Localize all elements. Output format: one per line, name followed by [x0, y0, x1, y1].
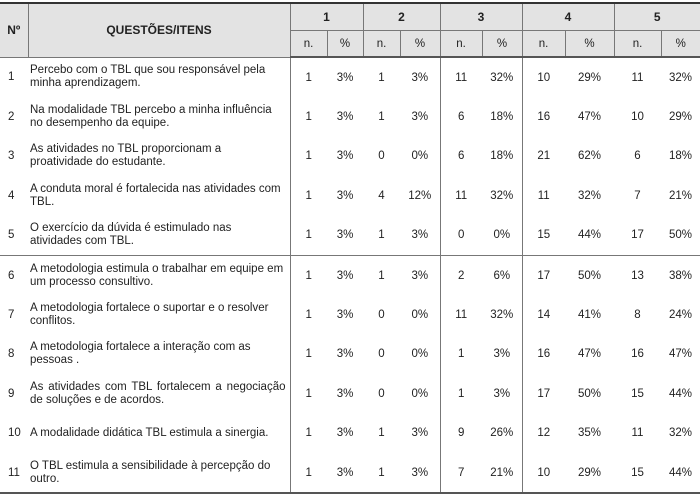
row-number: 9: [8, 387, 15, 400]
row-number: 8: [8, 348, 15, 361]
percent-cell: 32%: [577, 189, 602, 202]
percent-cell: 41%: [577, 309, 602, 322]
percent-cell: 3%: [336, 309, 354, 322]
table-row: [0, 57, 700, 97]
count-cell: 1: [378, 466, 385, 479]
count-cell: 17: [522, 374, 565, 413]
percent-cell: 32%: [490, 189, 514, 202]
percent-cell: 6%: [482, 255, 522, 295]
question-text: A metodologia estimula o trabalhar em equipe em um processo consultivo.: [28, 255, 290, 295]
count-cell: 1: [290, 57, 327, 97]
percent-cell: 32%: [490, 71, 514, 84]
count-cell: 6: [634, 150, 641, 163]
count-cell: 14: [522, 295, 565, 334]
count-cell: 2: [440, 255, 482, 295]
table-row: [0, 216, 700, 256]
count-cell: 1: [378, 111, 385, 124]
count-cell: 8: [634, 309, 641, 322]
percent-cell: 44%: [668, 387, 693, 400]
count-cell: 1: [363, 255, 400, 295]
percent-cell: 3%: [336, 111, 354, 124]
percent-cell: 38%: [661, 255, 700, 295]
percent-cell: 3%: [336, 466, 354, 479]
count-cell: 6: [440, 97, 482, 136]
count-cell: 11: [440, 295, 482, 334]
row-number: 1: [8, 71, 15, 84]
question-text: A metodologia fortalece o suportar e o resolver conflitos.: [30, 302, 269, 328]
count-cell: 4: [378, 189, 385, 202]
table-row: [0, 176, 700, 215]
count-cell: 15: [631, 387, 644, 400]
table-row: [0, 453, 700, 493]
percent-cell: 0%: [493, 229, 511, 242]
question-text: O TBL estimula a sensibilidade à percepção do outro.: [30, 459, 271, 485]
count-cell: 1: [378, 427, 385, 440]
header-number: Nº: [0, 3, 28, 57]
percent-cell: 3%: [336, 387, 354, 400]
table-row: [0, 97, 700, 136]
row-number: 6: [0, 255, 28, 295]
count-cell: 1: [378, 71, 385, 84]
percent-cell: 29%: [577, 466, 602, 479]
count-cell: 21: [522, 137, 565, 176]
percent-cell: 3%: [336, 229, 354, 242]
percent-cell: 3%: [493, 348, 511, 361]
percent-cell: 32%: [668, 71, 693, 84]
count-cell: 10: [631, 111, 644, 124]
header-pct-5: %: [661, 31, 700, 58]
count-cell: 1: [440, 374, 482, 413]
percent-cell: 29%: [668, 111, 693, 124]
count-cell: 1: [290, 414, 327, 453]
header-group-1: 1: [290, 3, 363, 31]
count-cell: 12: [522, 414, 565, 453]
percent-cell: 24%: [668, 309, 693, 322]
percent-cell: 0%: [411, 387, 429, 400]
count-cell: 0: [378, 150, 385, 163]
count-cell: 1: [378, 229, 385, 242]
percent-cell: 3%: [493, 387, 511, 400]
count-cell: 11: [440, 57, 482, 97]
percent-cell: 50%: [668, 229, 693, 242]
count-cell: 11: [631, 427, 644, 440]
row-number: 10: [8, 427, 21, 440]
row-number: 5: [8, 229, 15, 242]
count-cell: 1: [290, 176, 327, 215]
count-cell: 17: [631, 229, 644, 242]
table-row: [0, 255, 700, 295]
percent-cell: 0%: [411, 309, 429, 322]
percent-cell: 3%: [336, 427, 354, 440]
percent-cell: 3%: [411, 71, 429, 84]
header-pct-2: %: [400, 31, 440, 58]
header-questions: QUESTÕES/ITENS: [28, 3, 290, 57]
percent-cell: 3%: [411, 111, 429, 124]
percent-cell: 3%: [336, 348, 354, 361]
count-cell: 0: [378, 309, 385, 322]
count-cell: 13: [614, 255, 661, 295]
percent-cell: 3%: [400, 255, 440, 295]
percent-cell: 3%: [411, 229, 429, 242]
percent-cell: 3%: [336, 150, 354, 163]
header-group-5: 5: [614, 3, 700, 31]
percent-cell: 32%: [490, 309, 514, 322]
count-cell: 10: [522, 57, 565, 97]
percent-cell: 3%: [336, 189, 354, 202]
header-n-5: n.: [614, 31, 661, 58]
percent-cell: 47%: [668, 348, 693, 361]
count-cell: 15: [631, 466, 644, 479]
row-number: 4: [8, 189, 15, 202]
header-n-4: n.: [522, 31, 565, 58]
question-text: Na modalidade TBL percebo a minha influência no desempenho da equipe.: [30, 104, 272, 130]
count-cell: 16: [631, 348, 644, 361]
count-cell: 1: [290, 295, 327, 334]
count-cell: 15: [522, 216, 565, 256]
percent-cell: 0%: [411, 348, 429, 361]
percent-cell: 32%: [668, 427, 693, 440]
count-cell: 16: [522, 97, 565, 136]
header-group-4: 4: [522, 3, 614, 31]
count-cell: 1: [440, 335, 482, 374]
percent-cell: 21%: [490, 466, 514, 479]
percent-cell: 12%: [408, 189, 432, 202]
percent-cell: 0%: [411, 150, 429, 163]
count-cell: 7: [634, 189, 641, 202]
count-cell: 11: [522, 176, 565, 215]
count-cell: 10: [522, 453, 565, 493]
question-text: A modalidade didática TBL estimula a sinergia.: [30, 426, 269, 439]
question-text: A conduta moral é fortalecida nas atividades com TBL.: [30, 182, 281, 208]
percent-cell: 47%: [577, 111, 602, 124]
percent-cell: 3%: [327, 255, 363, 295]
percent-cell: 50%: [577, 387, 602, 400]
percent-cell: 18%: [490, 111, 514, 124]
table-row: [0, 414, 700, 453]
count-cell: 1: [290, 255, 327, 295]
count-cell: 6: [440, 137, 482, 176]
count-cell: 0: [440, 216, 482, 256]
question-text: Percebo com o TBL que sou responsável pela minha aprendizagem.: [30, 64, 266, 90]
count-cell: 16: [522, 335, 565, 374]
row-number: 11: [8, 466, 20, 479]
header-group-2: 2: [363, 3, 440, 31]
percent-cell: 35%: [577, 427, 602, 440]
percent-cell: 62%: [577, 150, 602, 163]
percent-cell: 18%: [668, 150, 693, 163]
survey-results-table: [0, 2, 700, 494]
header-pct-1: %: [327, 31, 363, 58]
percent-cell: 50%: [565, 255, 614, 295]
count-cell: 11: [440, 176, 482, 215]
count-cell: 0: [378, 348, 385, 361]
count-cell: 17: [522, 255, 565, 295]
count-cell: 1: [290, 335, 327, 374]
count-cell: 1: [290, 97, 327, 136]
row-number: 3: [8, 150, 15, 163]
count-cell: 9: [440, 414, 482, 453]
row-number: 7: [8, 309, 15, 322]
count-cell: 1: [290, 374, 327, 413]
percent-cell: 44%: [577, 229, 602, 242]
header-pct-4: %: [565, 31, 614, 58]
count-cell: 1: [290, 137, 327, 176]
table-row: [0, 374, 700, 413]
percent-cell: 47%: [577, 348, 602, 361]
count-cell: 1: [290, 453, 327, 493]
header-n-1: n.: [290, 31, 327, 58]
header-pct-3: %: [482, 31, 522, 58]
percent-cell: 3%: [336, 71, 354, 84]
percent-cell: 18%: [490, 150, 514, 163]
percent-cell: 44%: [668, 466, 693, 479]
percent-cell: 26%: [490, 427, 514, 440]
percent-cell: 21%: [668, 189, 693, 202]
header-n-3: n.: [440, 31, 482, 58]
table-row: [0, 295, 700, 334]
question-text: O exercício da dúvida é estimulado nas atividades com TBL.: [30, 222, 232, 248]
count-cell: 11: [631, 71, 644, 84]
question-text: A metodologia fortalece a interação com as pessoas .: [30, 341, 251, 367]
question-text: As atividades no TBL proporcionam a proatividade do estudante.: [30, 143, 222, 169]
header-n-2: n.: [363, 31, 400, 58]
count-cell: 7: [440, 453, 482, 493]
percent-cell: 3%: [411, 427, 429, 440]
header-group-3: 3: [440, 3, 522, 31]
table-row: [0, 335, 700, 374]
row-number: 2: [8, 111, 15, 124]
count-cell: 1: [290, 216, 327, 256]
percent-cell: 29%: [577, 71, 602, 84]
question-text: As atividades com TBL fortalecem a negociação de soluções e de acordos.: [30, 380, 286, 406]
count-cell: 0: [378, 387, 385, 400]
percent-cell: 3%: [411, 466, 429, 479]
table-row: [0, 137, 700, 176]
